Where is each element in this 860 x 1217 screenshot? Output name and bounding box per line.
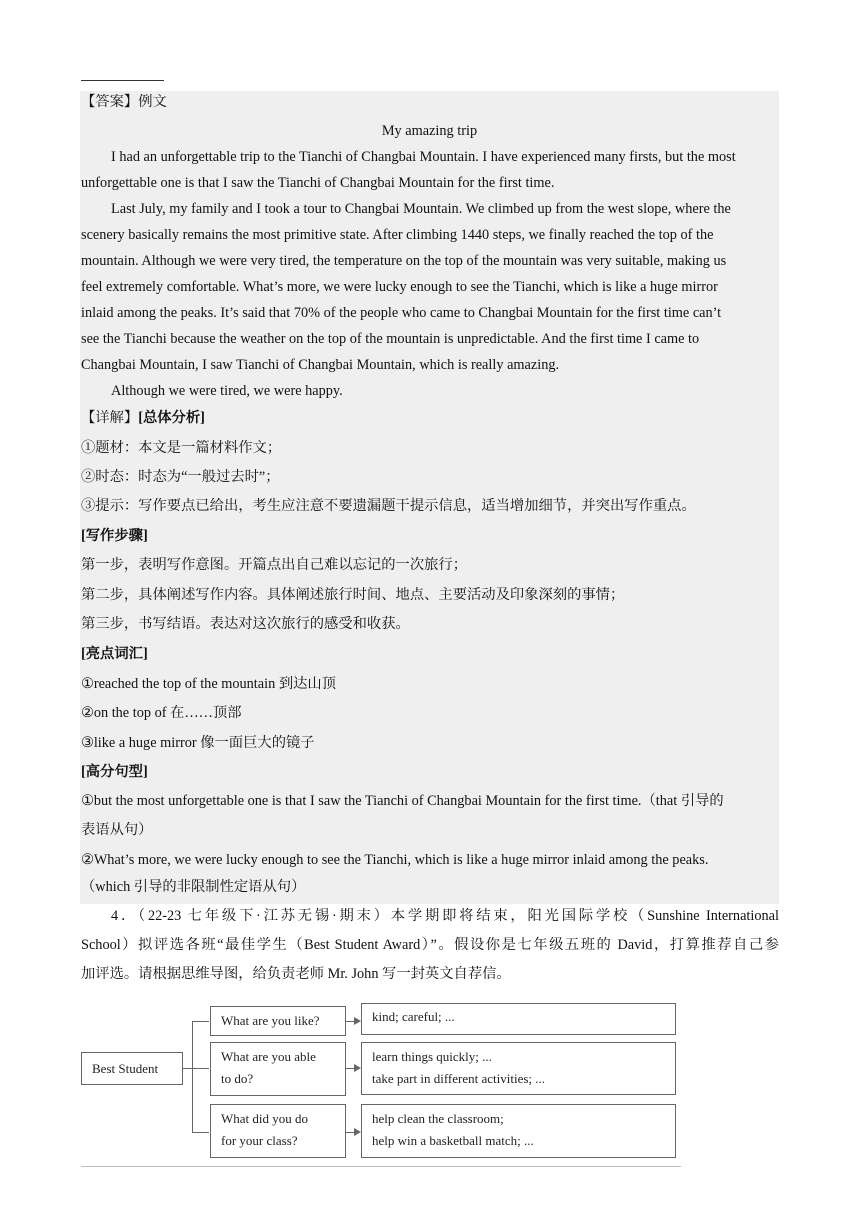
section-heading: [写作步骤] (81, 528, 148, 544)
connector (192, 1021, 209, 1022)
answer-header (81, 92, 167, 112)
analysis-item: 第三步，书写结语。表达对这次旅行的感受和收获。 (81, 616, 410, 632)
branch-question: What are you like? (210, 1006, 346, 1036)
branch-answer: kind; careful; ... (361, 1003, 676, 1035)
essay-line: Last July, my family and I took a tour to Changbai Mountain. We climbed up from the west slope, where the (111, 201, 731, 217)
question-line: 加评选。请根据思维导图，给负责老师 Mr. John 写一封英文自荐信。 (81, 966, 511, 982)
arrow-icon (354, 1064, 361, 1072)
branch-answer (361, 1104, 676, 1158)
branch-answer-line: take part in different activities; ... (372, 1071, 546, 1086)
analysis-header (81, 408, 205, 428)
essay-line: unforgettable one is that I saw the Tianchi of Changbai Mountain for the first time. (81, 175, 555, 191)
image-bottom-edge (81, 1166, 681, 1167)
branch-question (210, 1104, 346, 1158)
essay-line: Changbai Mountain, I saw Tianchi of Changbai Mountain, which is really amazing. (81, 357, 560, 373)
section-heading: [总体分析] (138, 410, 205, 426)
analysis-item: 表语从句） (81, 822, 153, 838)
arrow-line (346, 1068, 354, 1069)
analysis-item: ①reached the top of the mountain 到达山顶 (81, 676, 337, 692)
branch-answer-line: help clean the classroom; (372, 1111, 504, 1126)
question-line: 4．（22-23 七年级下·江苏无锡·期末）本学期即将结束，阳光国际学校（Sunshine International (111, 908, 779, 924)
branch-answer-line: help win a basketball match; ... (372, 1133, 534, 1148)
analysis-item: ①题材：本文是一篇材料作文； (81, 440, 282, 456)
answer-label: 例文 (138, 94, 167, 110)
branch-question-line: What are you able (221, 1049, 316, 1064)
answer-tag: 【答案】 (81, 94, 139, 110)
essay-line: feel extremely comfortable. What’s more, we were lucky enough to see the Tianchi, which is like a huge mirror (81, 279, 718, 295)
branch-answer-line: learn things quickly; ... (372, 1049, 492, 1064)
question-line: School）拟评选各班“最佳学生（Best Student Award）”。假设你是七年级五班的 David，打算推荐自己参 (81, 937, 779, 953)
analysis-tag: 【详解】 (81, 410, 139, 426)
essay-line: scenery basically remains the most primitive state. After climbing 1440 steps, we finally reached the top of the (81, 227, 714, 243)
essay-line: mountain. Although we were very tired, the temperature on the top of the mountain was very suitable, making us (81, 253, 727, 269)
analysis-item: ②on the top of 在……顶部 (81, 705, 242, 721)
connector (183, 1068, 192, 1069)
branch-answer (361, 1042, 676, 1095)
analysis-item: （which 引导的非限制性定语从句） (81, 879, 306, 895)
analysis-item: 第一步，表明写作意图。开篇点出自己难以忘记的一次旅行； (81, 557, 468, 573)
analysis-item: ②时态：时态为“一般过去时”； (81, 469, 280, 485)
essay-line: I had an unforgettable trip to the Tianchi of Changbai Mountain. I have experienced many firsts, but the most (111, 149, 736, 165)
essay-line: inlaid among the peaks. It’s said that 70% of the people who came to Changbai Mountain for the first time can’t (81, 305, 722, 321)
arrow-line (346, 1021, 354, 1022)
analysis-item: ③like a huge mirror 像一面巨大的镜子 (81, 735, 315, 751)
section-heading: [高分句型] (81, 764, 148, 780)
branch-question (210, 1042, 346, 1096)
analysis-item: ②What’s more, we were lucky enough to see the Tianchi, which is like a huge mirror inlaid among the peaks. (81, 852, 709, 868)
connector (192, 1068, 209, 1069)
mind-map-root: Best Student (81, 1052, 183, 1085)
branch-question-line: to do? (221, 1071, 254, 1086)
essay-title: My amazing trip (381, 123, 478, 139)
section-heading: [亮点词汇] (81, 646, 148, 662)
essay-line: see the Tianchi because the weather on the top of the mountain is unpredictable. And the first time I came to (81, 331, 700, 347)
branch-question-line: for your class? (221, 1133, 298, 1148)
arrow-line (346, 1132, 354, 1133)
top-rule (81, 80, 164, 81)
arrow-icon (354, 1017, 361, 1025)
essay-line: Although we were tired, we were happy. (111, 383, 343, 399)
analysis-item: 第二步，具体阐述写作内容。具体阐述旅行时间、地点、主要活动及印象深刻的事情； (81, 587, 625, 603)
analysis-item: ①but the most unforgettable one is that I saw the Tianchi of Changbai Mountain for the first time.（that 引导的 (81, 793, 724, 809)
connector (192, 1132, 209, 1133)
connector (192, 1021, 193, 1133)
branch-question-line: What did you do (221, 1111, 309, 1126)
analysis-item: ③提示：写作要点已给出，考生应注意不要遗漏题干提示信息，适当增加细节，并突出写作重点。 (81, 498, 696, 514)
arrow-icon (354, 1128, 361, 1136)
